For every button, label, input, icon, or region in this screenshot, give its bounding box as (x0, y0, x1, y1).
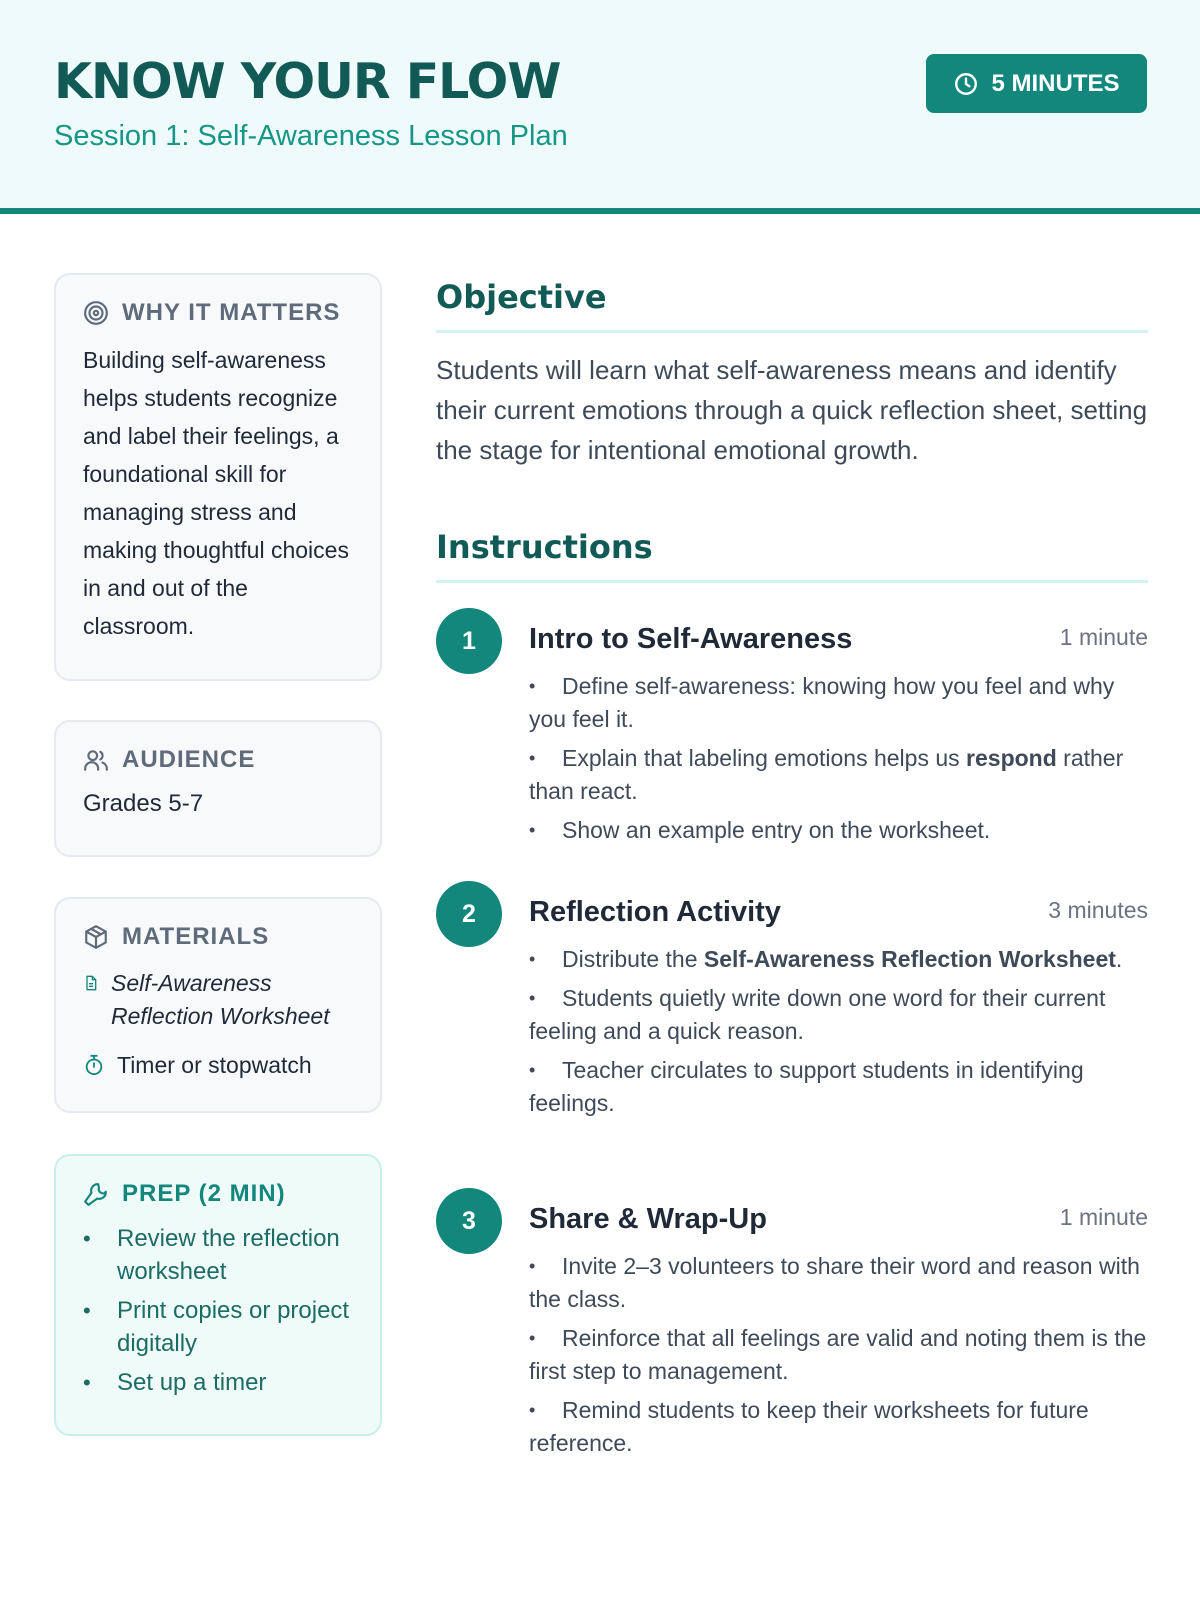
box-icon (83, 924, 109, 950)
duration-badge-label: 5 MINUTES (991, 69, 1120, 97)
material-item-timer (83, 1049, 353, 1082)
clock-icon (953, 71, 979, 97)
why-it-matters-text: Building self-awareness helps students recognize and label their feelings, a foundational skill for managing stress and making thoughtful choices in and out of the classroom. (83, 347, 349, 639)
page-header (0, 0, 1200, 214)
stopwatch-icon (83, 1054, 105, 1076)
materials-card (54, 897, 382, 1113)
wrench-icon (83, 1181, 109, 1207)
step-bullet: • Show an example entry on the worksheet. (529, 817, 991, 843)
prep-title: PREP (2 MIN) (122, 1180, 286, 1207)
step-title: Intro to Self-Awareness (529, 623, 853, 655)
prep-card (54, 1154, 382, 1436)
audience-title: AUDIENCE (122, 746, 256, 773)
prep-item: • Review the reflection worksheet (83, 1222, 353, 1288)
audience-heading (83, 746, 353, 774)
step-number: 1 (436, 608, 502, 674)
step-bullets (529, 670, 1148, 847)
step-bullets (529, 1250, 1148, 1460)
materials-title: MATERIALS (122, 923, 270, 950)
step-number: 3 (436, 1188, 502, 1254)
step-duration: 3 minutes (1048, 897, 1148, 923)
prep-item: • Set up a timer (83, 1366, 353, 1399)
step-bullet: • Distribute the Self-Awareness Reflection Worksheet. (529, 946, 1123, 972)
step-bullet: • Explain that labeling emotions helps us respond rather than react. (529, 745, 1124, 804)
why-it-matters-title: WHY IT MATTERS (122, 299, 341, 326)
prep-list (83, 1222, 353, 1399)
material-item-worksheet (83, 967, 353, 1033)
step-bullet: • Define self-awareness: knowing how you feel and why you feel it. (529, 673, 1115, 732)
materials-heading (83, 923, 353, 951)
step-bullet: • Invite 2–3 volunteers to share their word and reason with the class. (529, 1253, 1140, 1312)
prep-heading (83, 1180, 353, 1208)
step-duration: 1 minute (1059, 1204, 1148, 1230)
target-icon (83, 300, 109, 326)
step-bullet: • Remind students to keep their worksheets for future reference. (529, 1397, 1089, 1456)
objective-heading: Objective (436, 276, 1148, 333)
why-it-matters-heading (83, 299, 353, 327)
audience-value: Grades 5-7 (83, 790, 204, 817)
step-bullet: • Reinforce that all feelings are valid and noting them is the first step to management. (529, 1325, 1147, 1384)
file-icon (83, 975, 99, 991)
step-bullet: • Students quietly write down one word for their current feeling and a quick reason. (529, 985, 1106, 1044)
why-it-matters-card (54, 273, 382, 681)
step-number: 2 (436, 881, 502, 947)
page-title: KNOW YOUR FLOW (54, 53, 561, 110)
duration-badge (926, 54, 1147, 113)
prep-item: • Print copies or project digitally (83, 1294, 353, 1360)
step-bullets (529, 943, 1148, 1120)
audience-card (54, 720, 382, 857)
step-duration: 1 minute (1059, 624, 1148, 650)
material-item-label: Timer or stopwatch (117, 1052, 312, 1078)
material-item-label: Self-Awareness Reflection Worksheet (111, 970, 330, 1029)
step-bullet: • Teacher circulates to support students in identifying feelings. (529, 1057, 1084, 1116)
page-subtitle: Session 1: Self-Awareness Lesson Plan (54, 120, 568, 152)
users-icon (83, 747, 109, 773)
step-title: Share & Wrap-Up (529, 1203, 767, 1235)
objective-text: Students will learn what self-awareness means and identify their current emotions through a quick reflection sheet, setting the stage for intentional emotional growth. (436, 355, 1148, 465)
instructions-heading: Instructions (436, 526, 1148, 583)
step-title: Reflection Activity (529, 896, 781, 928)
